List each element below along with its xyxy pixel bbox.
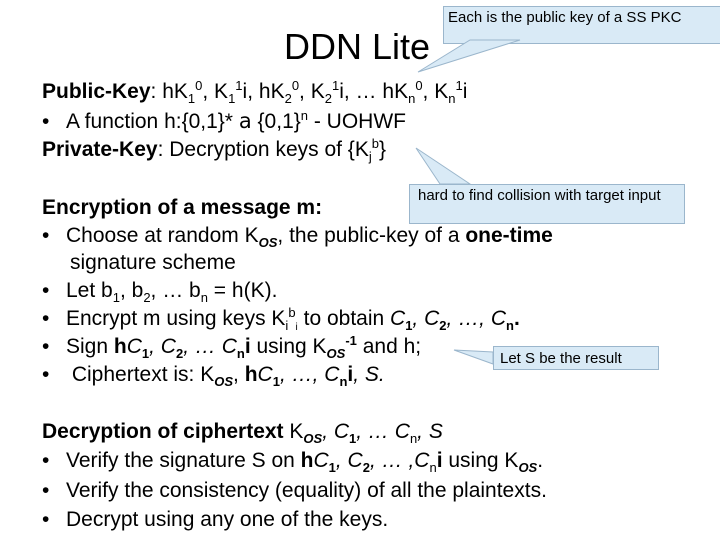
decryption-item (42, 508, 388, 532)
dec-text: K (283, 420, 304, 443)
enc-text: , … b (150, 279, 201, 302)
pk-sub: 2 (324, 91, 332, 107)
pk-sub: n (448, 91, 456, 107)
enc-sub: OS (258, 235, 278, 251)
bullet: • (42, 363, 50, 386)
dec-text: Verify the consistency (equality) of all the plaintexts. (66, 479, 547, 502)
enc-c: , C (149, 335, 176, 358)
pk-sup: 1 (331, 78, 340, 93)
private-key-sub: j (368, 149, 372, 165)
enc-text: . (513, 307, 520, 330)
dec-sub: 2 (362, 460, 370, 476)
pk-i: i (242, 80, 248, 103)
maps-to-arrow-icon: a (238, 109, 252, 133)
pk-sub: 1 (228, 91, 236, 107)
bullet: • (42, 508, 50, 531)
enc-bold: one-time (465, 224, 553, 247)
enc-text: = h(K). (207, 279, 278, 302)
bullet: • (42, 224, 50, 247)
pk-sep: , (422, 80, 435, 103)
pk-sub: 1 (187, 91, 196, 107)
pk-k: K (173, 80, 188, 103)
decryption-heading-text: Decryption of ciphertext (42, 420, 284, 443)
bullet: • (42, 279, 50, 302)
decryption-heading (42, 420, 443, 447)
callout-signature-pointer (454, 350, 493, 364)
dec-text: , C (322, 420, 350, 443)
pk-k: K (434, 80, 449, 103)
dec-text: Verify the signature S on (66, 449, 301, 472)
pk-sup: 0 (195, 78, 203, 93)
enc-text: , S. (353, 363, 385, 386)
hash-uohwf: - UOHWF (308, 110, 406, 133)
pk-sep: , (202, 80, 215, 103)
enc-sub: 2 (175, 346, 184, 362)
hash-sup: n (300, 108, 309, 123)
pk-i: i (462, 80, 468, 103)
bullet: • (42, 479, 50, 502)
decryption-item (42, 479, 547, 503)
slide-title: DDN Lite (284, 26, 431, 67)
pk-sup: 0 (415, 78, 423, 93)
public-key-label: Public-Key (42, 80, 151, 103)
pk-h: : h (150, 80, 174, 103)
pk-ellipsis: , … h (343, 80, 395, 103)
enc-sub: n (339, 374, 348, 390)
enc-text: Let b (66, 279, 113, 302)
pk-sub: n (408, 91, 416, 107)
dec-c: C (313, 449, 329, 472)
dec-sub: 1 (328, 460, 336, 476)
enc-sub: 2 (143, 290, 151, 306)
encryption-item (42, 305, 520, 334)
pk-k: K (394, 80, 409, 103)
enc-text: and h; (356, 335, 422, 358)
encryption-heading-text: Encryption of a message m: (42, 196, 323, 219)
enc-c: , … C (183, 335, 237, 358)
pk-sub: 2 (284, 91, 292, 107)
encryption-item (42, 333, 422, 362)
enc-sub: n (236, 346, 245, 362)
enc-c: , …, C (279, 363, 340, 386)
enc-sub: 1 (112, 290, 120, 306)
pk-i: i (339, 80, 344, 103)
encryption-item (42, 363, 385, 390)
enc-text: Sign (66, 335, 114, 358)
enc-sup: b (288, 305, 296, 320)
callout-signature-text: Let S be the result (500, 350, 622, 367)
enc-sub: 1 (141, 346, 150, 362)
encryption-item-continued (42, 251, 236, 275)
private-key-label: Private-Key (42, 138, 158, 161)
dec-c: , C (335, 449, 363, 472)
enc-c: , C (412, 307, 440, 330)
enc-sub: 2 (439, 318, 447, 334)
enc-sup: -1 (345, 333, 357, 348)
encryption-item (42, 224, 553, 251)
enc-sub: OS (326, 346, 346, 362)
enc-text: , the public-key of a (277, 224, 466, 247)
pk-sep: , (299, 80, 311, 103)
dec-bold: h (300, 449, 314, 472)
pk-sup: 1 (455, 78, 463, 93)
private-key-sup: b (371, 136, 379, 151)
dec-text: . (537, 449, 544, 472)
dec-text: , S (417, 420, 443, 443)
enc-c: C (390, 307, 406, 330)
pk-k: K (310, 80, 325, 103)
enc-c: C (257, 363, 273, 386)
enc-text: Encrypt m using keys K (66, 307, 286, 330)
enc-sub: 1 (405, 318, 413, 334)
pk-sup: 0 (291, 78, 300, 93)
encryption-heading (42, 196, 322, 220)
bullet: • (42, 307, 50, 330)
enc-sub: n (200, 290, 208, 306)
callout-public-key-pointer (418, 40, 520, 72)
enc-text: Choose at random K (66, 224, 259, 247)
hash-text: A function h:{0,1}* (66, 110, 233, 133)
enc-text: using K (250, 335, 327, 358)
enc-sub: i (285, 318, 289, 334)
dec-text: Decrypt using any one of the keys. (66, 508, 389, 531)
dec-sub: OS (303, 431, 323, 447)
hash-function-line (42, 109, 406, 134)
enc-c: , …, C (446, 307, 507, 330)
enc-bold: h (244, 363, 258, 386)
callout-public-key-text: Each is the public key of a SS PKC (448, 9, 682, 26)
enc-text: signature scheme (70, 251, 236, 274)
enc-text: to obtain (297, 307, 391, 330)
enc-sub: 1 (272, 374, 280, 390)
dec-sub: OS (518, 460, 538, 476)
dec-bold: i (436, 449, 443, 472)
private-key-close: } (378, 138, 386, 161)
enc-bold: i (244, 335, 251, 358)
enc-sub: n (506, 318, 514, 334)
enc-sub: i (295, 322, 298, 334)
public-key-line: Public-Key: $hK_1^0$, $K_1^1i$, $hK_2^0$, $K_2^1i$, … $hK_n^0$, $K_n^1i$ (42, 78, 468, 107)
callout-collision-text: hard to find collision with target input (418, 187, 661, 204)
private-key-line (42, 136, 386, 165)
pk-k: K (214, 80, 229, 103)
private-key-text: : Decryption keys of {K (157, 138, 369, 161)
dec-sub: 1 (349, 431, 357, 447)
dec-sub: n (409, 431, 418, 447)
enc-bold: h (113, 335, 127, 358)
enc-text: Ciphertext is: K (66, 363, 215, 386)
pk-k: K (270, 80, 285, 103)
bullet: • (42, 449, 50, 472)
enc-sub: OS (214, 374, 234, 390)
enc-bold: i (347, 363, 354, 386)
dec-text: , … C (356, 420, 410, 443)
hash-range: {0,1} (257, 110, 301, 133)
bullet: • (42, 110, 50, 133)
enc-text: , b (119, 279, 144, 302)
dec-c: , … ,C (369, 449, 430, 472)
enc-c: C (126, 335, 142, 358)
dec-text: using K (442, 449, 519, 472)
callout-collision-pointer (416, 148, 470, 184)
decryption-item (42, 449, 544, 476)
encryption-item (42, 279, 278, 306)
dec-sub: n (429, 460, 437, 476)
pk-sup: 1 (235, 78, 243, 93)
bullet: • (42, 335, 50, 358)
enc-text: , (233, 363, 245, 386)
